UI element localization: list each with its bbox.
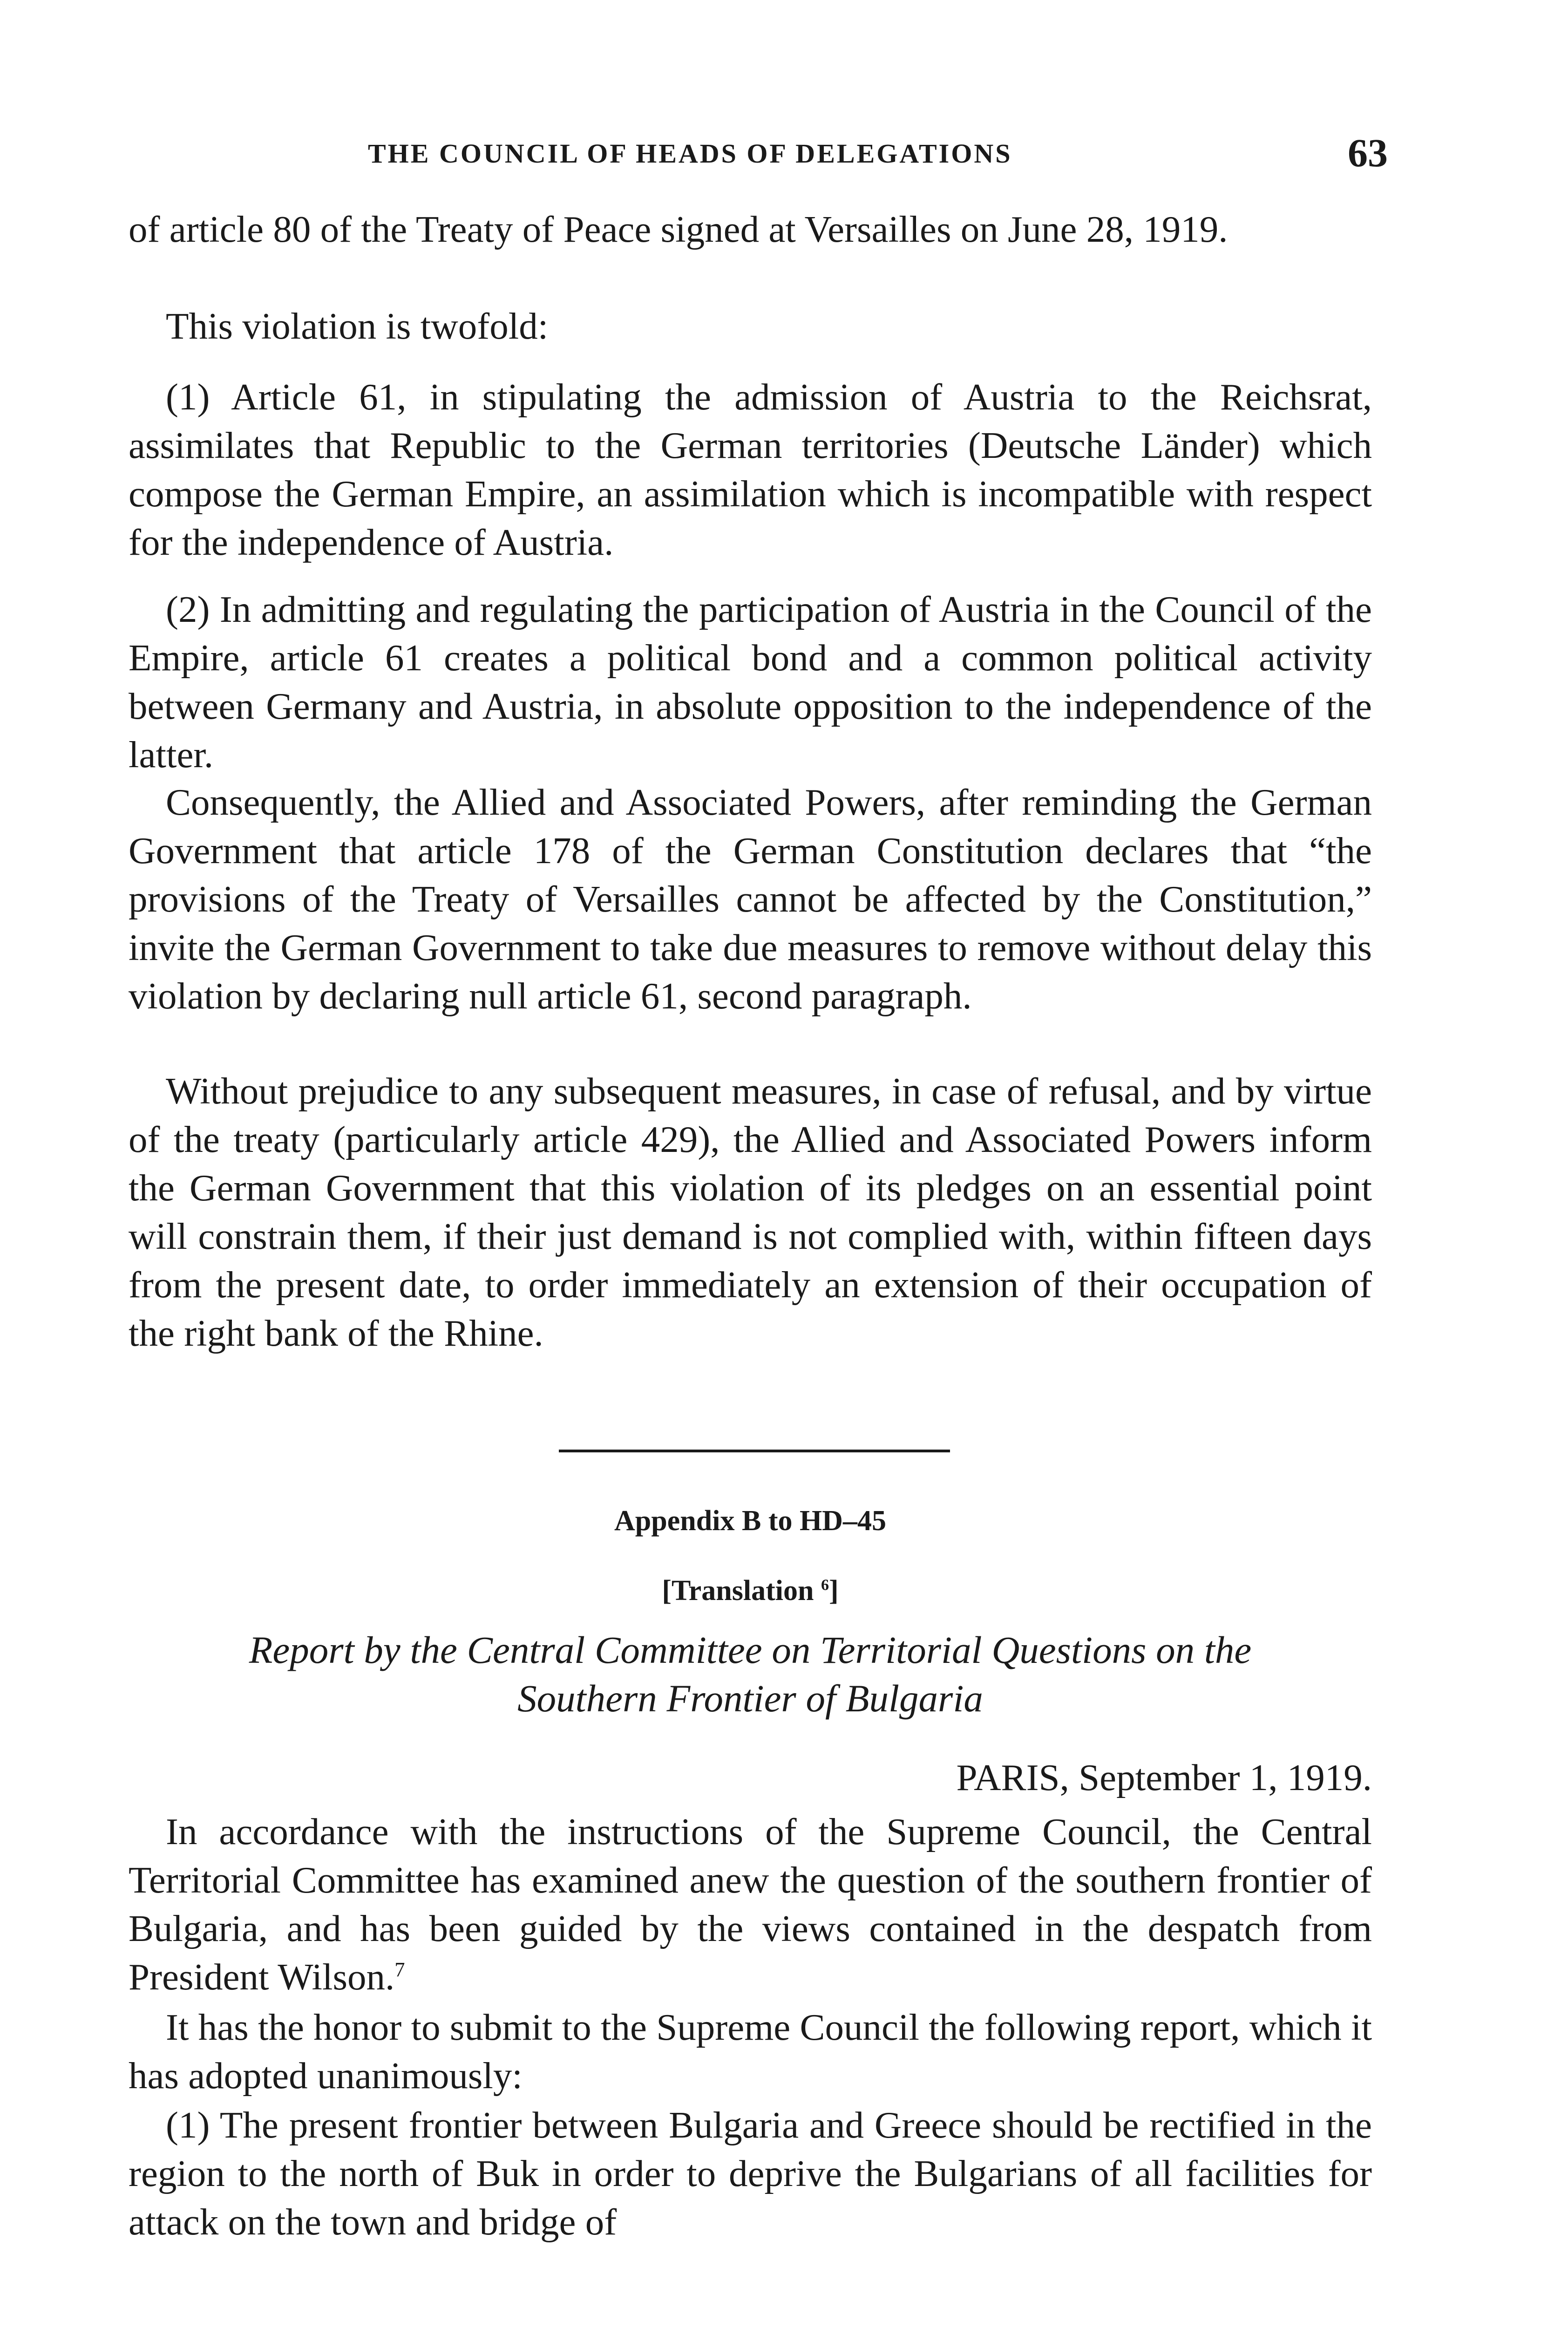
report-paragraph-2: It has the honor to submit to the Supreme Council the following report, which it has adopted unanimously: <box>129 2006 1372 2097</box>
report-paragraph-1: In accordance with the instructions of the Supreme Council, the Central Territorial Committee has examined anew the question of the southern frontier of Bulgaria, and has been guided by the views contained in the despatch from President Wilson.$^7$ <box>129 1811 1372 1998</box>
report-paragraph-3: (1) The present frontier between Bulgaria and Greece should be rectified in the region to the north of Buk in order to deprive the Bulgarians of all facilities for attack on the town and bridge of <box>129 2104 1372 2243</box>
paragraph-consequently: Consequently, the Allied and Associated Powers, after reminding the German Government that article 178 of the German Constitution declares that “the provisions of the Treaty of Versailles cannot be affected by the Constitution,” invite the German Government to take due measures to remove without delay this violation by declaring null article 61, second paragraph. <box>129 781 1372 1017</box>
page-header <box>130 129 1388 175</box>
paragraph-continuation: of article 80 of the Treaty of Peace signed at Versailles on June 28, 1919. <box>129 208 1228 250</box>
place-date: PARIS, September 1, 1919. <box>956 1757 1372 1798</box>
report-title <box>129 1626 1372 1723</box>
paragraph-violation-intro: This violation is twofold: <box>166 305 549 347</box>
paragraph-point-1: (1) Article 61, in stipulating the admission of Austria to the Reichsrat, assimilates that Republic to the German territories (Deutsche Länder) which compose the German Empire, an assimilation which is incompatible with respect for the independence of Austria. <box>129 376 1372 563</box>
page-number: 63 <box>1348 130 1388 175</box>
running-head: THE COUNCIL OF HEADS OF DELEGATIONS <box>368 138 1012 169</box>
footnote-ref-7: 7 <box>394 1958 405 1981</box>
report-title-line-1: Report by the Central Committee on Territorial Questions on the <box>249 1628 1252 1671</box>
section-divider <box>559 1450 950 1452</box>
paragraph-point-2: (2) In admitting and regulating the participation of Austria in the Council of the Empire, article 61 creates a political bond and a common political activity between Germany and Austria, in absolute opposition to the independence of the latter. <box>129 588 1372 776</box>
report-title-line-2: Southern Frontier of Bulgaria <box>517 1677 983 1720</box>
translation-label: [Translation $^6$] <box>662 1575 839 1607</box>
footnote-ref-6: 6 <box>821 1576 829 1594</box>
paragraph-without-prejudice: Without prejudice to any subsequent measures, in case of refusal, and by virtue of the treaty (particularly article 429), the Allied and Associated Powers inform the German Government that this violation of its pledges on an essential point will constrain them, if their just demand is not complied with, within fifteen days from the present date, to order immediately an extension of their occupation of the right bank of the Rhine. <box>129 1070 1372 1354</box>
appendix-heading: Appendix B to HD–45 <box>614 1505 886 1537</box>
